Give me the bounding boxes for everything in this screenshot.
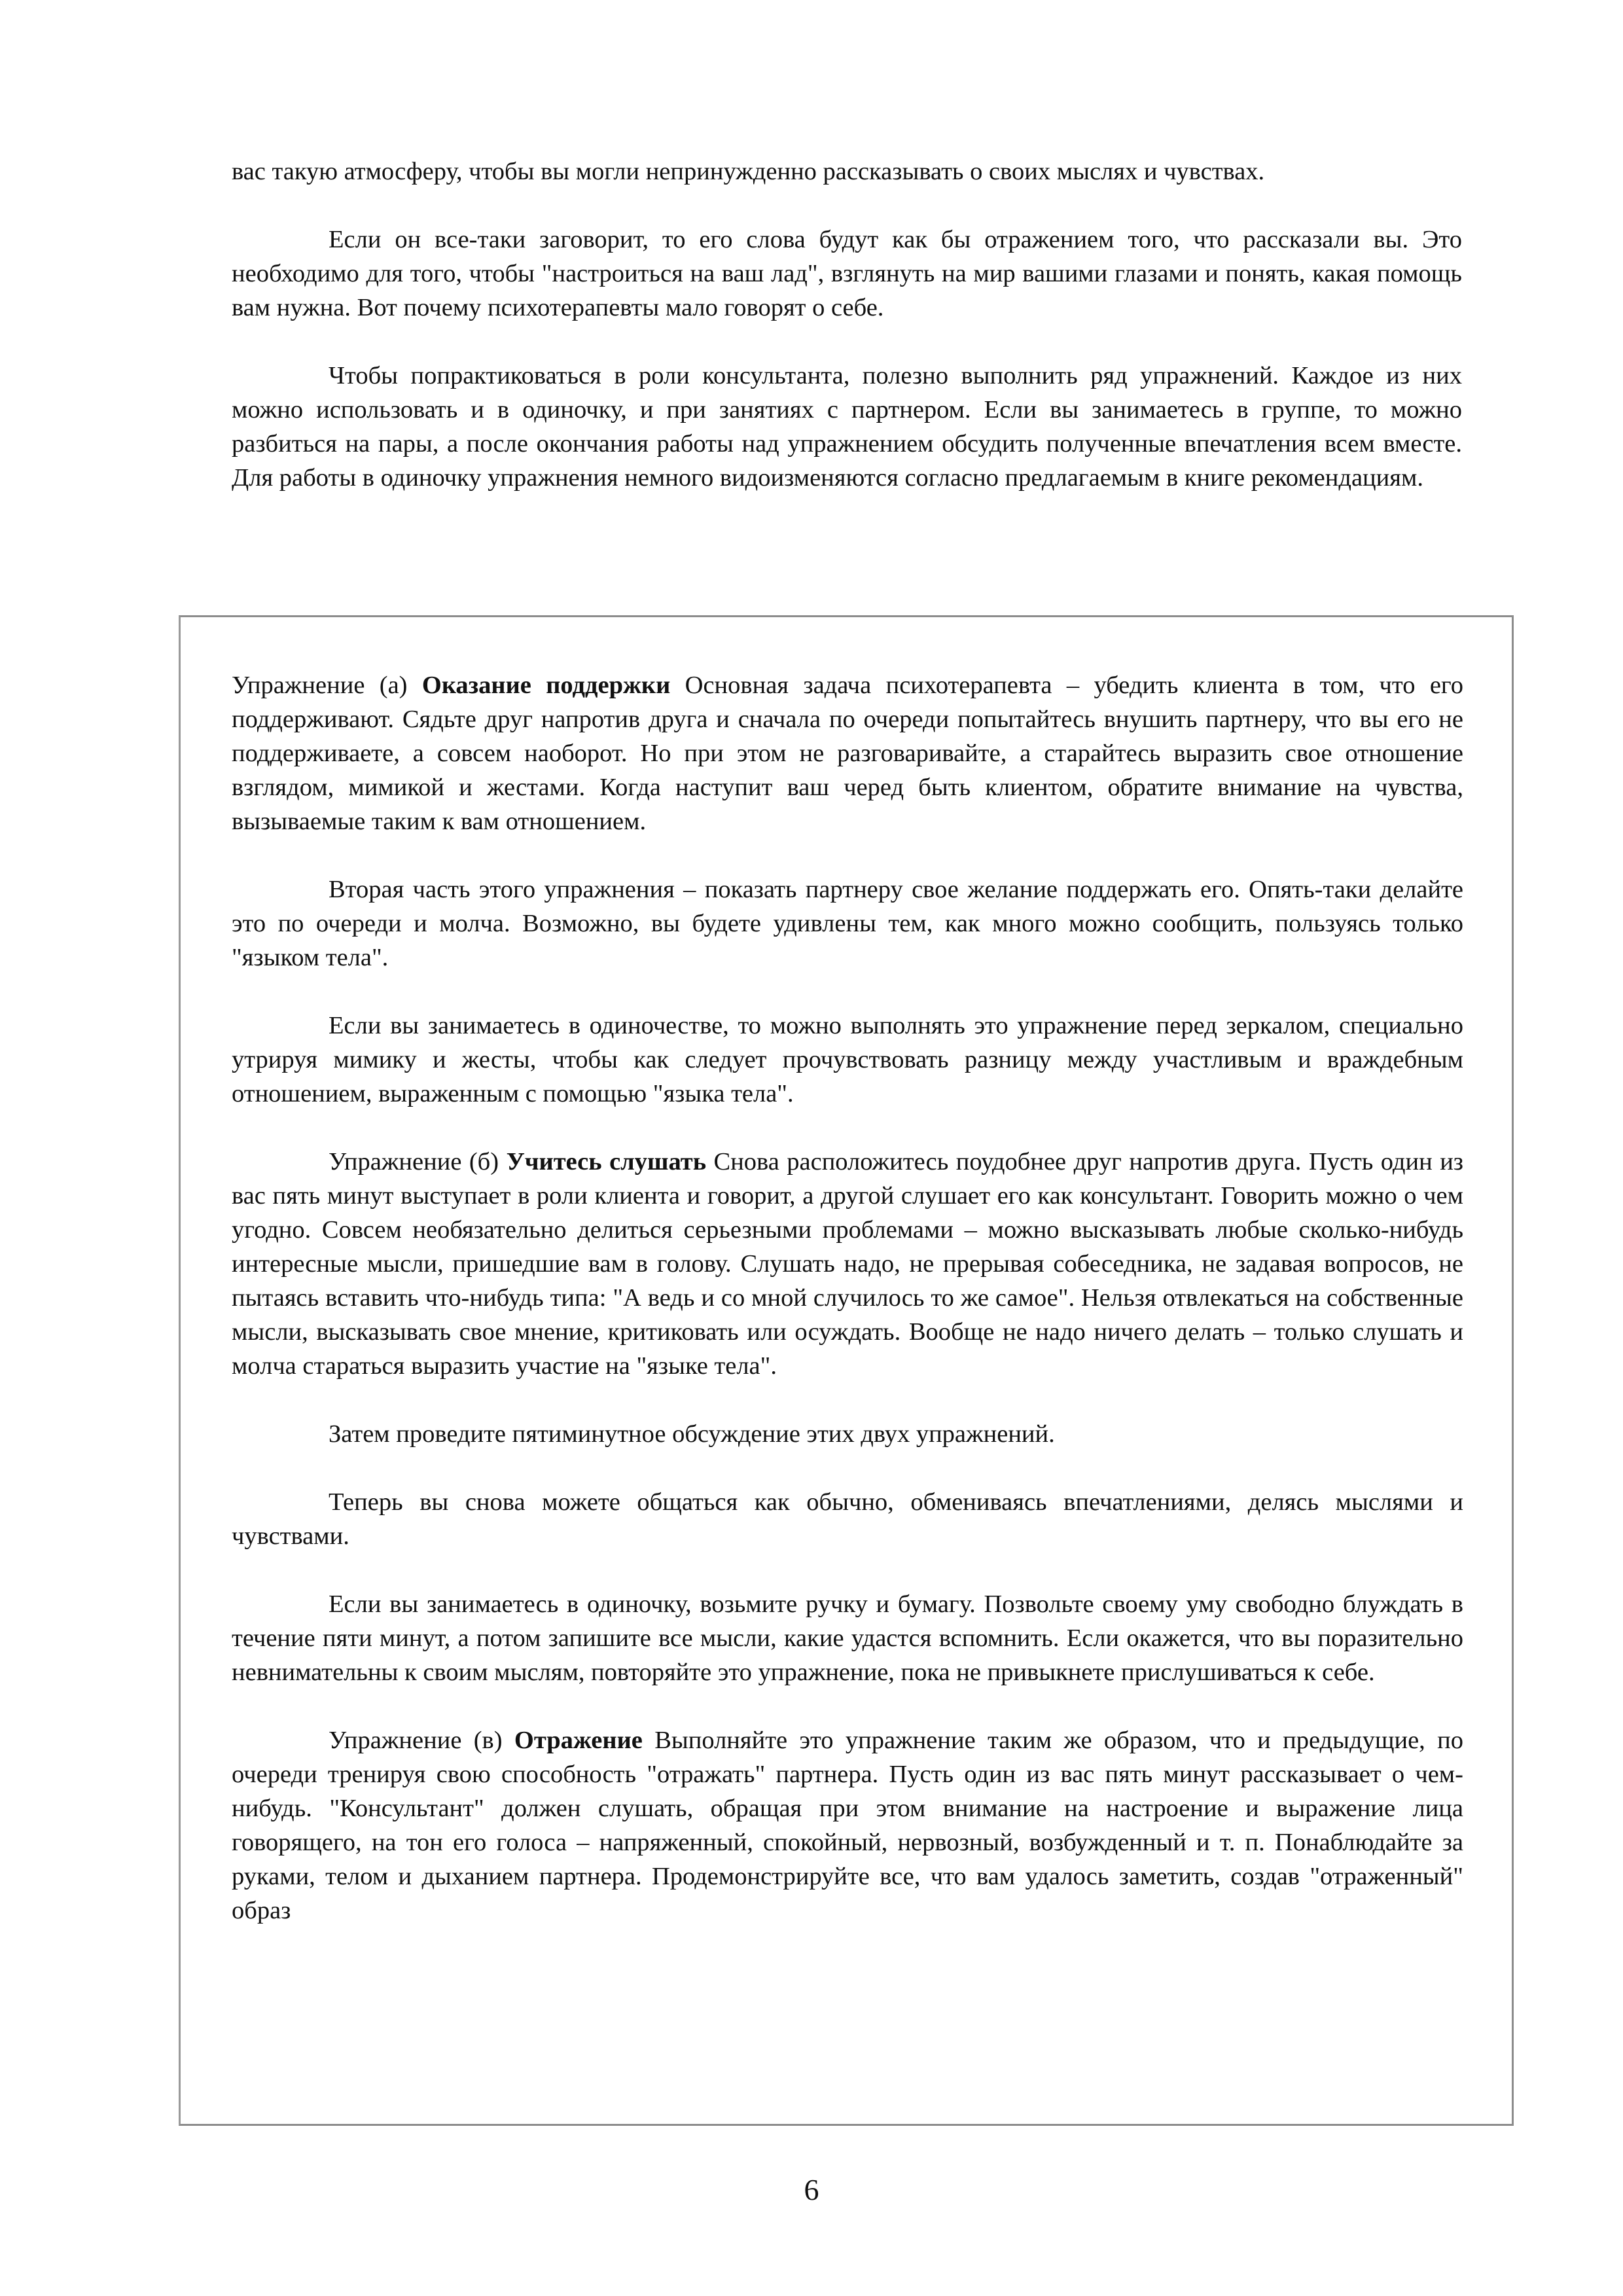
exercise-box-text <box>232 668 1463 1928</box>
exercise-b-lead: Упражнение (б) <box>329 1148 507 1175</box>
exercise-a-paragraph-3: Если вы занимаетесь в одиночестве, то можно выполнять это упражнение перед зеркалом, специально утрируя мимику и жесты, чтобы как следует прочувствовать разницу между участливым и враждебным отношением, выраженным с помощью "языка тела". <box>232 1012 1463 1107</box>
intro-paragraph-3: Чтобы попрактиковаться в роли консультанта, полезно выполнить ряд упражнений. Каждое из них можно использовать и в одиночку, и при занятиях с партнером. Если вы занимаетесь в группе, то можно разбиться на пары, а после окончания работы над упражнением обсудить полученные впечатления всем вместе. Для работы в одиночку упражнения немного видоизменяются согласно предлагаемым в книге рекомендациям. <box>232 362 1462 492</box>
exercise-a-lead: Упражнение (а) <box>232 672 422 699</box>
exercise-c-title: Отражение <box>514 1727 643 1754</box>
exercise-b-paragraph-2: Затем проведите пятиминутное обсуждение этих двух упражнений. <box>329 1420 1055 1448</box>
exercise-a-text: Основная задача психотерапевта – убедить клиента в том, что его поддерживают. Сядьте друг напротив друга и сначала по очереди попытайтесь внушить партнеру, что вы его не поддерживаете, а совсем наоборот. Но при этом не разговаривайте, а старайтесь выразить свое отношение взглядом, мимикой и жестами. Когда наступит ваш черед быть клиентом, обратите внимание на чувства, вызываемые таким к вам отношением. <box>232 672 1464 835</box>
page-number: 6 <box>804 2173 819 2206</box>
exercise-b-paragraph-4: Если вы занимаетесь в одиночку, возьмите ручку и бумагу. Позвольте своему уму свободно блуждать в течение пяти минут, а потом запишите все мысли, какие удастся вспомнить. Если окажется, что вы поразительно невнимательны к своим мыслям, повторяйте это упражнение, пока не привыкнете прислушиваться к себе. <box>232 1590 1463 1686</box>
exercise-a-title: Оказание поддержки <box>421 672 671 699</box>
exercise-b-text: Снова расположитесь поудобнее друг напротив друга. Пусть один из вас пять минут выступает в роли клиента и говорит, а другой слушает его как консультант. Говорить можно о чем угодно. Совсем необязательно делиться серьезными проблемами – можно высказывать любые сколько-нибудь интересные мысли, пришедшие вам в голову. Слушать надо, не прерывая собеседника, не задавая вопросов, не пытаясь вставить что-нибудь типа: "А ведь и со мной случилось то же самое". Нельзя отвлекаться на собственные мысли, высказывать свое мнение, критиковать или осуждать. Вообще не надо ничего делать – только слушать и молча стараться выразить участие на "языке тела". <box>232 1148 1464 1380</box>
exercise-box <box>179 615 1514 2126</box>
exercise-c-paragraph <box>232 1723 1463 1928</box>
exercise-b-paragraph-3: Теперь вы снова можете общаться как обычно, обмениваясь впечатлениями, делясь мыслями и чувствами. <box>232 1488 1463 1550</box>
exercise-b-title: Учитесь слушать <box>506 1148 707 1175</box>
exercise-a-paragraph-2: Вторая часть этого упражнения – показать партнеру свое желание поддержать его. Опять-таки делайте это по очереди и молча. Возможно, вы будете удивлены тем, как много можно сообщить, пользуясь только "языком тела". <box>232 876 1463 971</box>
intro-text <box>232 154 1462 495</box>
exercise-c-lead: Упражнение (в) <box>329 1727 514 1754</box>
exercise-c-text: Выполняйте это упражнение таким же образом, что и предыдущие, по очереди тренируя свою способность "отражать" партнера. Пусть один из вас пять минут рассказывает о чем-нибудь. "Консультант" должен слушать, обращая при этом внимание на настроение и выражение лица говорящего, на тон его голоса – напряженный, спокойный, нервозный, возбужденный и т. п. Понаблюдайте за руками, телом и дыханием партнера. Продемонстрируйте все, что вам удалось заметить, создав "отраженный" образ <box>232 1727 1463 1924</box>
intro-paragraph-2: Если он все-таки заговорит, то его слова будут как бы отражением того, что рассказали вы. Это необходимо для того, чтобы "настроиться на ваш лад", взглянуть на мир вашими глазами и понять, какая помощь вам нужна. Вот почему психотерапевты мало говорят о себе. <box>232 226 1462 321</box>
exercise-a-paragraph <box>232 668 1463 838</box>
intro-paragraph-1: вас такую атмосферу, чтобы вы могли непринужденно рассказывать о своих мыслях и чувствах. <box>232 158 1265 185</box>
exercise-b-paragraph <box>232 1145 1463 1383</box>
